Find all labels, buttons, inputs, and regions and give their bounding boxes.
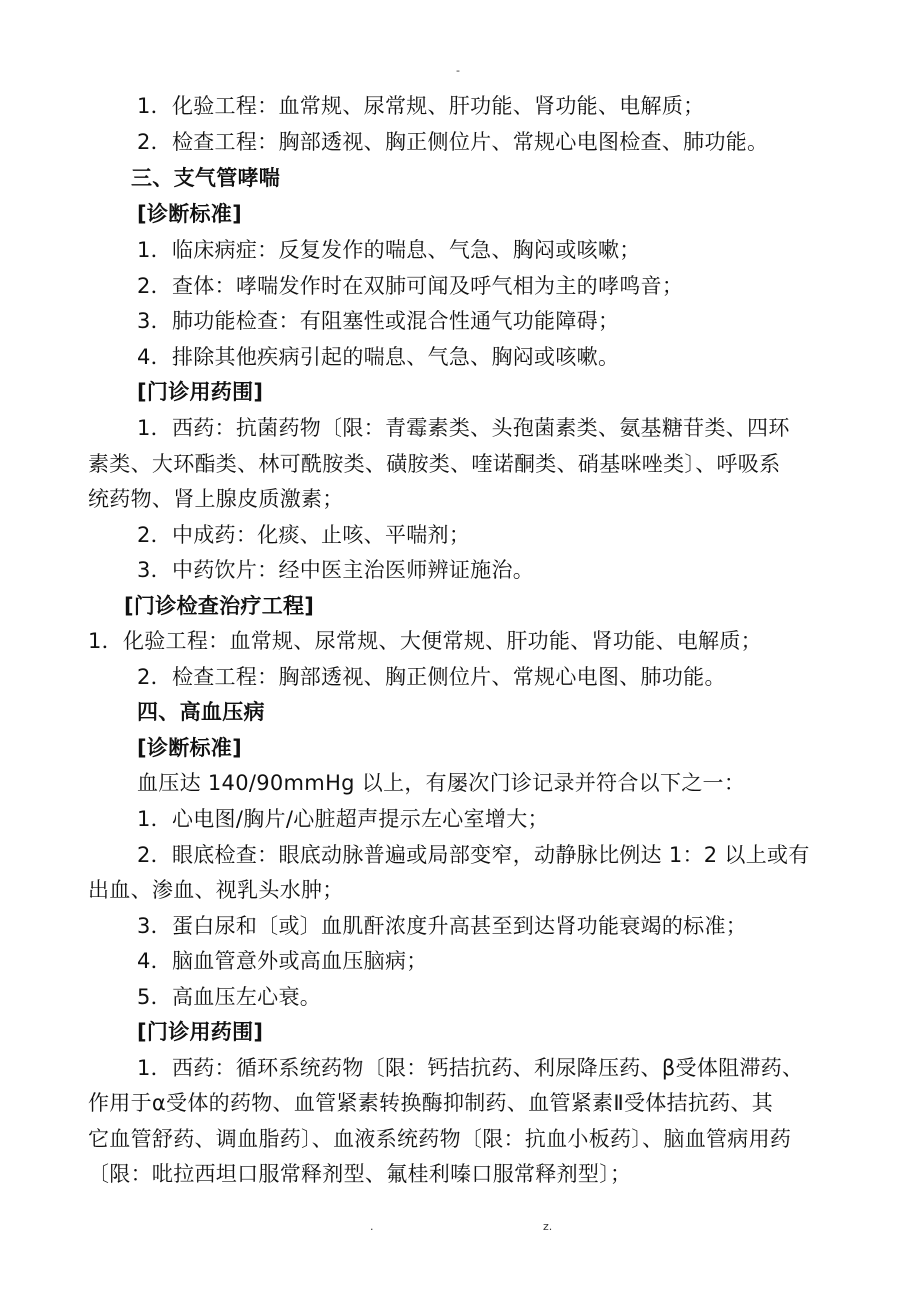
text-line: 4．排除其他疾病引起的喘息、气急、胸闷或咳嗽。 xyxy=(137,345,620,369)
text-line: 2．中成药：化痰、止咳、平喘剂； xyxy=(137,523,471,547)
footer-left-mark: . xyxy=(370,1220,374,1233)
text-line: 1．化验工程：血常规、尿常规、肝功能、肾功能、电解质； xyxy=(137,94,705,118)
text-line: 1．西药：循环系统药物〔限：钙拮抗药、利尿降压药、β受体阻滞药、 xyxy=(137,1056,804,1080)
section-heading: 三、支气管哮喘 xyxy=(131,166,281,190)
text-line: 统药物、肾上腺皮质激素； xyxy=(88,487,344,511)
text-line: 4．脑血管意外或高血压脑病； xyxy=(137,949,428,973)
subheading: [门诊用药围] xyxy=(137,1020,264,1044)
text-line: 它血管舒药、调血脂药〕、血液系统药物〔限：抗血小板药〕、脑血管病用药 xyxy=(88,1127,792,1151)
text-line: 1．西药：抗菌药物〔限：青霉素类、头孢菌素类、氨基糖苷类、四环 xyxy=(137,416,790,440)
text-line: 2．眼底检查：眼底动脉普遍或局部变窄，动静脉比例达 1：2 以上或有 xyxy=(137,843,810,867)
text-line: 血压达 140/90mmHg 以上，有屡次门诊记录并符合以下之一： xyxy=(137,771,746,795)
subheading: [诊断标准] xyxy=(137,202,242,226)
text-line: 2．检查工程：胸部透视、胸正侧位片、常规心电图检查、肺功能。 xyxy=(137,130,769,154)
subheading: [门诊检查治疗工程] xyxy=(124,594,315,618)
header-mark: - xyxy=(456,64,460,77)
text-line: 5．高血压左心衰。 xyxy=(137,985,322,1009)
text-line: 素类、大环酯类、林可酰胺类、磺胺类、喹诺酮类、硝基咪唑类〕、呼吸系 xyxy=(88,452,781,476)
text-line: 1．化验工程：血常规、尿常规、大便常规、肝功能、肾功能、电解质； xyxy=(88,629,762,653)
subheading: [诊断标准] xyxy=(137,736,242,760)
text-line: 3．中药饮片：经中医主治医师辨证施治。 xyxy=(137,558,535,582)
text-line: 2．检查工程：胸部透视、胸正侧位片、常规心电图、肺功能。 xyxy=(137,665,726,689)
text-line: 1．临床病症：反复发作的喘息、气急、胸闷或咳嗽； xyxy=(137,238,641,262)
text-line: 3．肺功能检查：有阻塞性或混合性通气功能障碍； xyxy=(137,309,620,333)
text-line: 1．心电图/胸片/心脏超声提示左心室增大； xyxy=(137,807,549,831)
text-line: 2．查体：哮喘发作时在双肺可闻及呼气相为主的哮鸣音； xyxy=(137,274,684,298)
footer-right-mark: z. xyxy=(543,1220,553,1233)
text-line: 3．蛋白尿和〔或〕血肌酐浓度升高甚至到达肾功能衰竭的标准； xyxy=(137,914,748,938)
text-line: 〔限：吡拉西坦口服常释剂型、氟桂利嗪口服常释剂型〕； xyxy=(88,1162,632,1186)
text-line: 出血、渗血、视乳头水肿； xyxy=(88,878,344,902)
text-line: 作用于α受体的药物、血管紧素转换酶抑制药、血管紧素Ⅱ受体拮抗药、其 xyxy=(88,1091,774,1115)
subheading: [门诊用药围] xyxy=(137,380,264,404)
section-heading: 四、高血压病 xyxy=(137,700,265,724)
